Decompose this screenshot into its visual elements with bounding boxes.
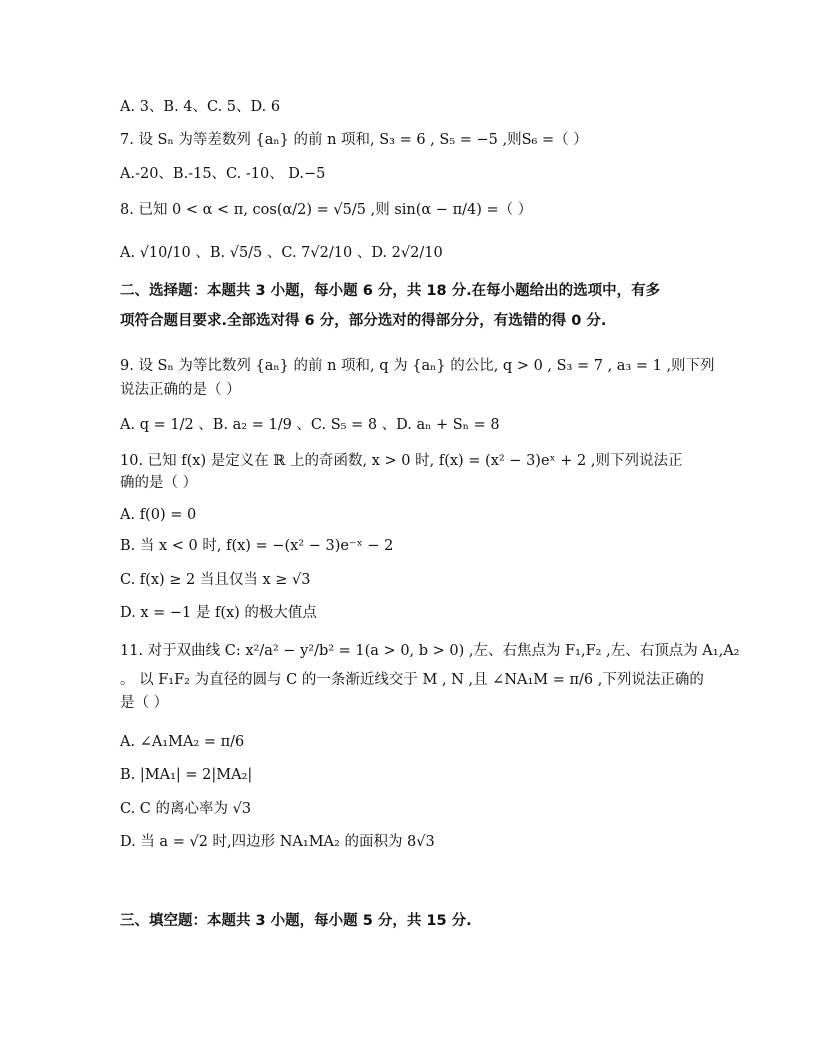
q7-stem: 7. 设 Sₙ 为等差数列 {aₙ} 的前 n 项和, S₃ = 6 , S₅ = −5 ,则S₆ =（ ） <box>120 132 588 148</box>
q10-option-d: D. x = −1 是 f(x) 的极大值点 <box>120 605 317 621</box>
section-3-heading: 三、填空题：本题共 3 小题，每小题 5 分，共 15 分. <box>120 913 472 929</box>
q10-option-a: A. f(0) = 0 <box>120 507 197 523</box>
q8-options: A. √10/10 、B. √5/5 、C. 7√2/10 、D. 2√2/10 <box>120 245 443 261</box>
q11-option-c: C. C 的离心率为 √3 <box>120 801 252 817</box>
q11-stem-line3: 是（ ） <box>120 695 169 711</box>
q9-stem-line1: 9. 设 Sₙ 为等比数列 {aₙ} 的前 n 项和, q 为 {aₙ} 的公比, q > 0 , S₃ = 7 , a₃ = 1 ,则下列 <box>120 358 715 374</box>
q10-option-b: B. 当 x < 0 时, f(x) = −(x² − 3)e⁻ˣ − 2 <box>120 538 394 554</box>
section-2-heading-line1: 二、选择题：本题共 3 小题，每小题 6 分，共 18 分.在每小题给出的选项中，有多 <box>120 283 661 299</box>
q8-stem: 8. 已知 0 < α < π, cos(α/2) = √5/5 ,则 sin(α − π/4) =（ ） <box>120 202 533 218</box>
q7-options: A.-20、B.-15、C. -10、 D.−5 <box>120 166 326 182</box>
q10-option-c: C. f(x) ≥ 2 当且仅当 x ≥ √3 <box>120 572 311 588</box>
q11-option-d: D. 当 a = √2 时,四边形 NA₁MA₂ 的面积为 8√3 <box>120 834 435 850</box>
q11-stem-line2: 。 以 F₁F₂ 为直径的圆与 C 的一条渐近线交于 M , N ,且 ∠NA₁M = π/6 ,下列说法正确的 <box>120 672 704 688</box>
q9-options: A. q = 1/2 、B. a₂ = 1/9 、C. S₅ = 8 、D. aₙ + Sₙ = 8 <box>120 417 500 433</box>
q11-option-b: B. |MA₁| = 2|MA₂| <box>120 767 253 783</box>
q11-stem-line1: 11. 对于双曲线 C: x²/a² − y²/b² = 1(a > 0, b > 0) ,左、右焦点为 F₁,F₂ ,左、右顶点为 A₁,A₂ <box>120 643 740 659</box>
q10-stem-line2: 确的是（ ） <box>120 475 198 491</box>
q10-stem-line1: 10. 已知 f(x) 是定义在 ℝ 上的奇函数, x > 0 时, f(x) = (x² − 3)eˣ + 2 ,则下列说法正 <box>120 453 683 469</box>
q6-options: A. 3、B. 4、C. 5、D. 6 <box>120 99 281 115</box>
section-2-heading-line2: 项符合题目要求.全部选对得 6 分，部分选对的得部分分，有选错的得 0 分. <box>120 313 607 329</box>
q9-stem-line2: 说法正确的是（ ） <box>120 382 241 398</box>
q11-option-a: A. ∠A₁MA₂ = π/6 <box>120 734 245 750</box>
